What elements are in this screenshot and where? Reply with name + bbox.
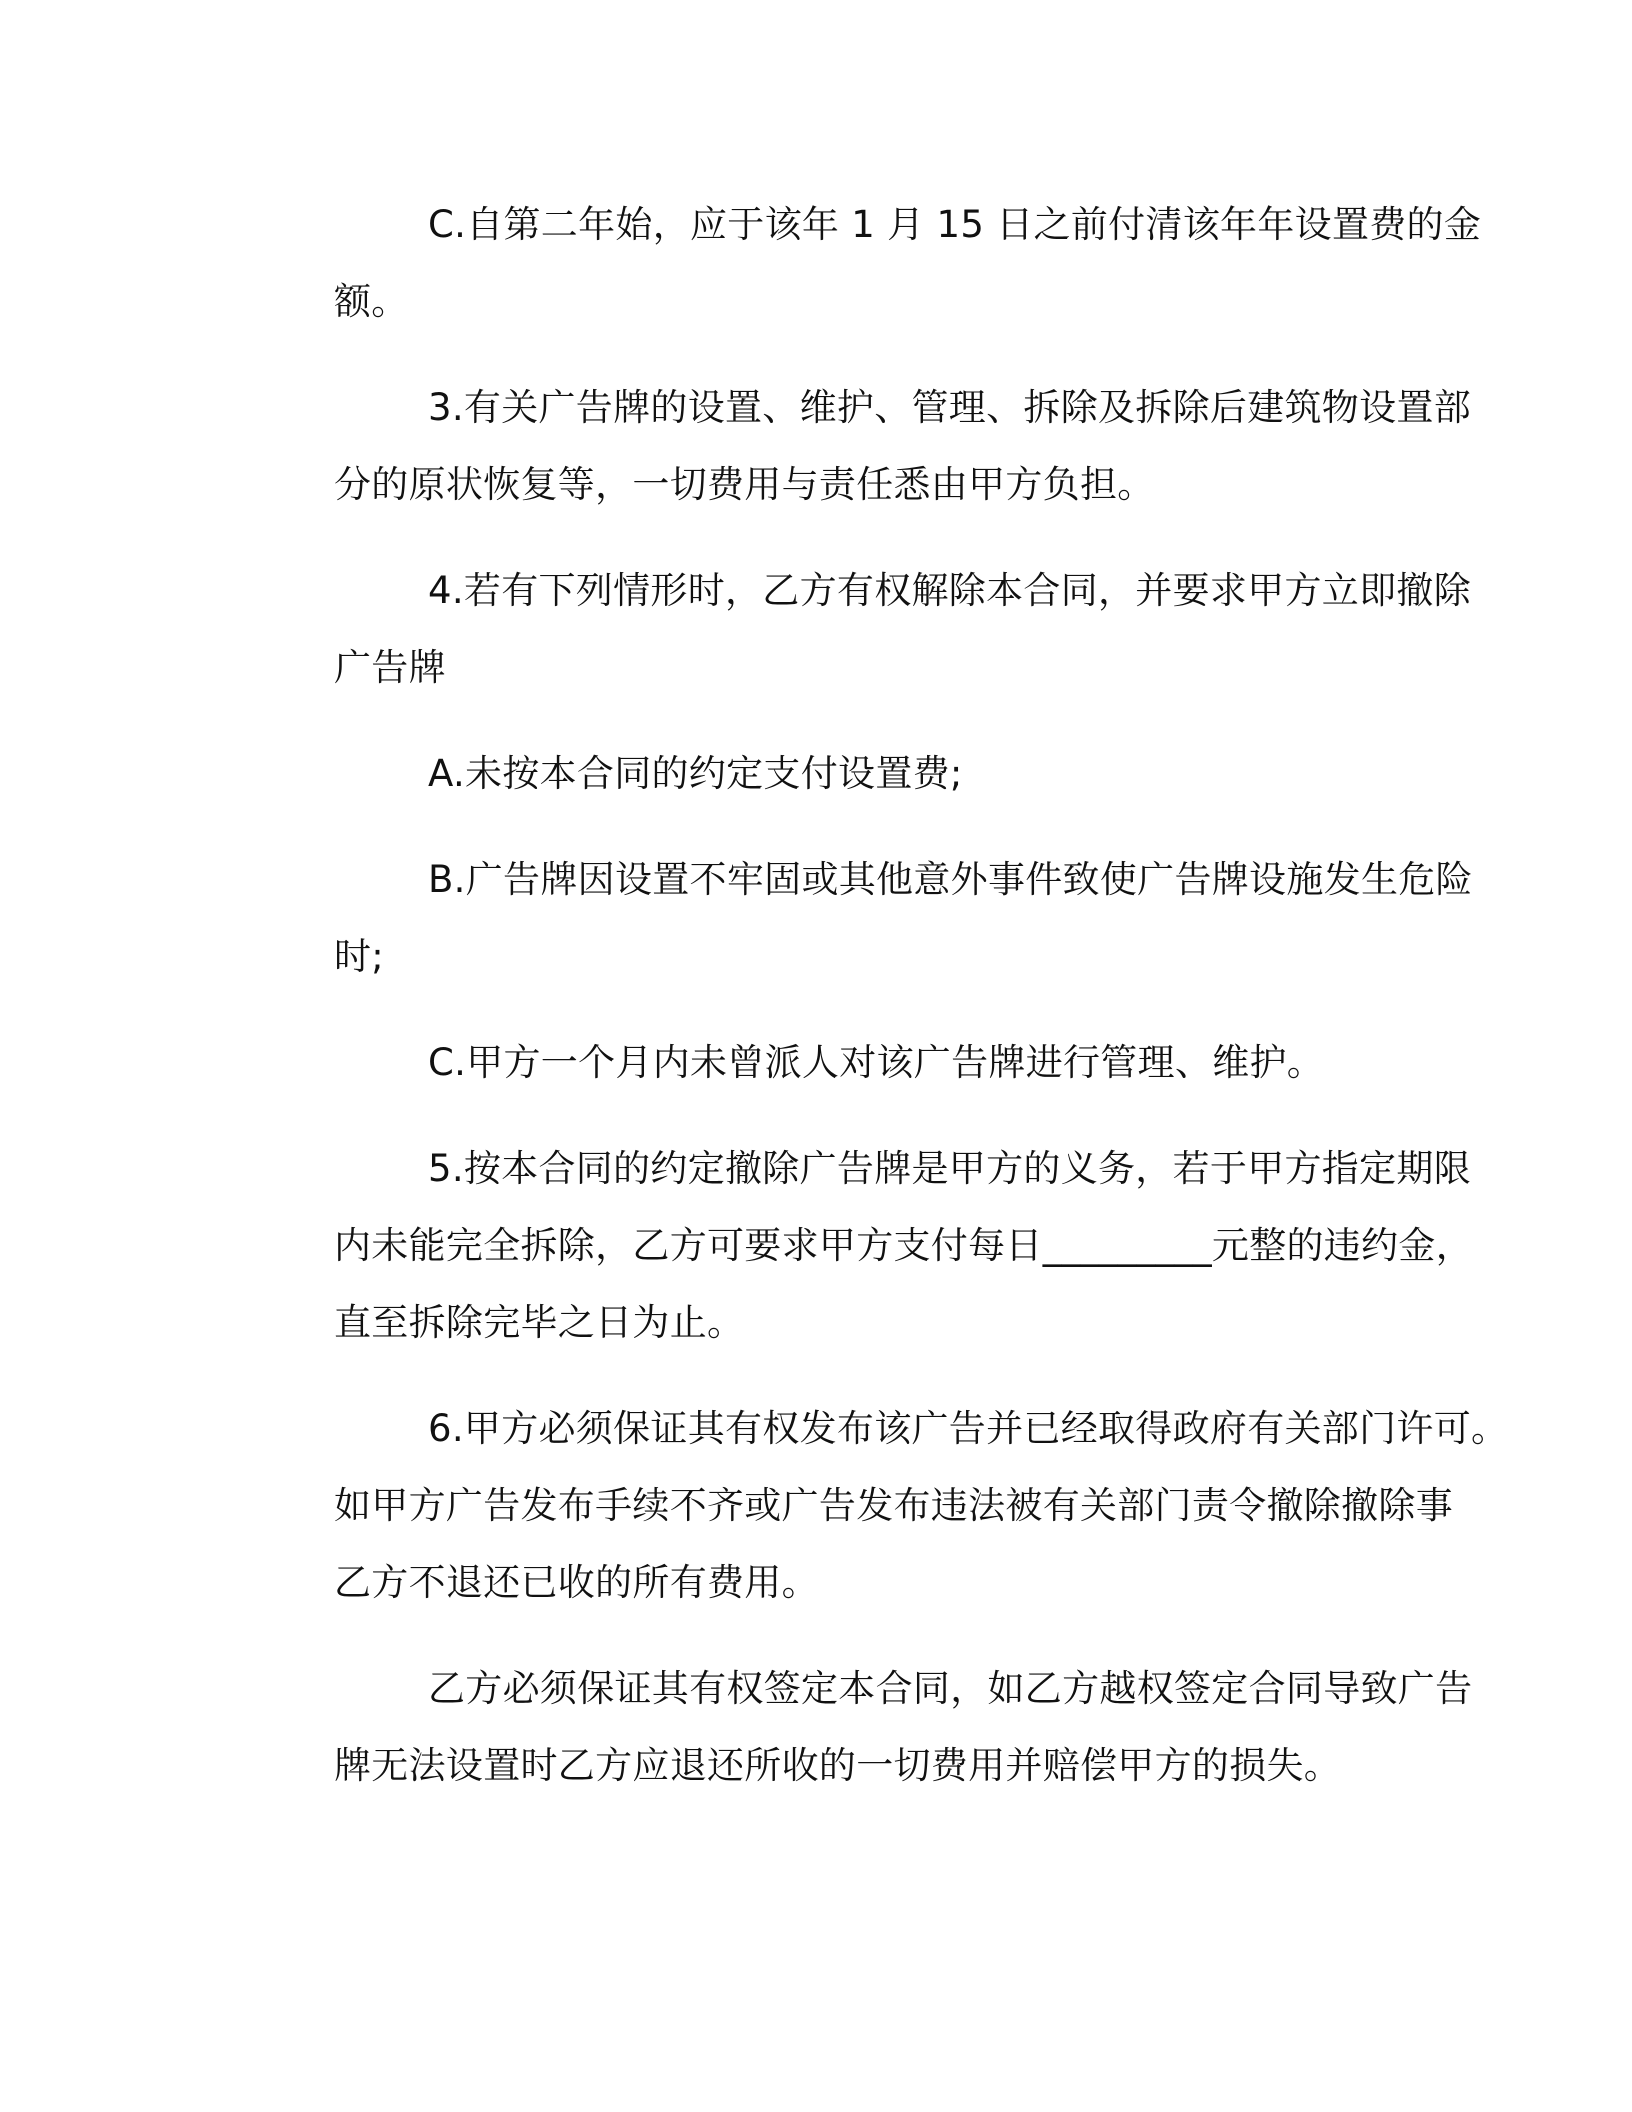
clause-c-payment-deadline xyxy=(240,186,1482,340)
clause-line: 乙方不退还已收的所有费用。 xyxy=(334,1561,819,1604)
contract-body xyxy=(240,186,1509,1833)
clause-line: 时; xyxy=(334,935,385,978)
clause-line: 乙方必须保证其有权签定本合同，如乙方越权签定合同导致广告 xyxy=(428,1667,1473,1710)
clause-5-removal xyxy=(240,1130,1473,1361)
clause-line: 如甲方广告发布手续不齐或广告发布违法被有关部门责令撤除撤除事 xyxy=(334,1484,1453,1527)
clause-4b xyxy=(240,841,1473,995)
clause-line: 广告牌 xyxy=(334,646,446,689)
clause-party-b-authority xyxy=(240,1650,1473,1804)
clause-line: 3.有关广告牌的设置、维护、管理、拆除及拆除后建筑物设置部 xyxy=(428,386,1471,429)
clause-line: 直至拆除完毕之日为止。 xyxy=(334,1301,745,1344)
clause-line: C.自第二年始，应于该年 1 月 15 日之前付清该年年设置费的金 xyxy=(428,203,1482,246)
clause-line: 内未能完全拆除，乙方可要求甲方支付每日_________元整的违约金， xyxy=(334,1224,1473,1267)
clause-4c xyxy=(240,1024,1396,1101)
clause-4a xyxy=(240,735,1396,812)
clause-4-termination xyxy=(240,552,1471,706)
clause-line: 额。 xyxy=(334,280,409,323)
clause-line: 牌无法设置时乙方应退还所收的一切费用并赔偿甲方的损失。 xyxy=(334,1744,1342,1787)
clause-line: 5.按本合同的约定撤除广告牌是甲方的义务，若于甲方指定期限 xyxy=(428,1147,1471,1190)
clause-line: B.广告牌因设置不牢固或其他意外事件致使广告牌设施发生危险 xyxy=(428,858,1473,901)
clause-3-costs xyxy=(240,369,1471,523)
clause-line: 分的原状恢复等，一切费用与责任悉由甲方负担。 xyxy=(334,463,1155,506)
clause-line: 4.若有下列情形时，乙方有权解除本合同，并要求甲方立即撤除 xyxy=(428,569,1471,612)
clause-6-permits xyxy=(240,1390,1509,1621)
clause-line: C.甲方一个月内未曾派人对该广告牌进行管理、维护。 xyxy=(428,1041,1325,1084)
clause-line: 6.甲方必须保证其有权发布该广告并已经取得政府有关部门许可。 xyxy=(428,1407,1509,1450)
clause-line: A.未按本合同的约定支付设置费; xyxy=(428,752,963,795)
